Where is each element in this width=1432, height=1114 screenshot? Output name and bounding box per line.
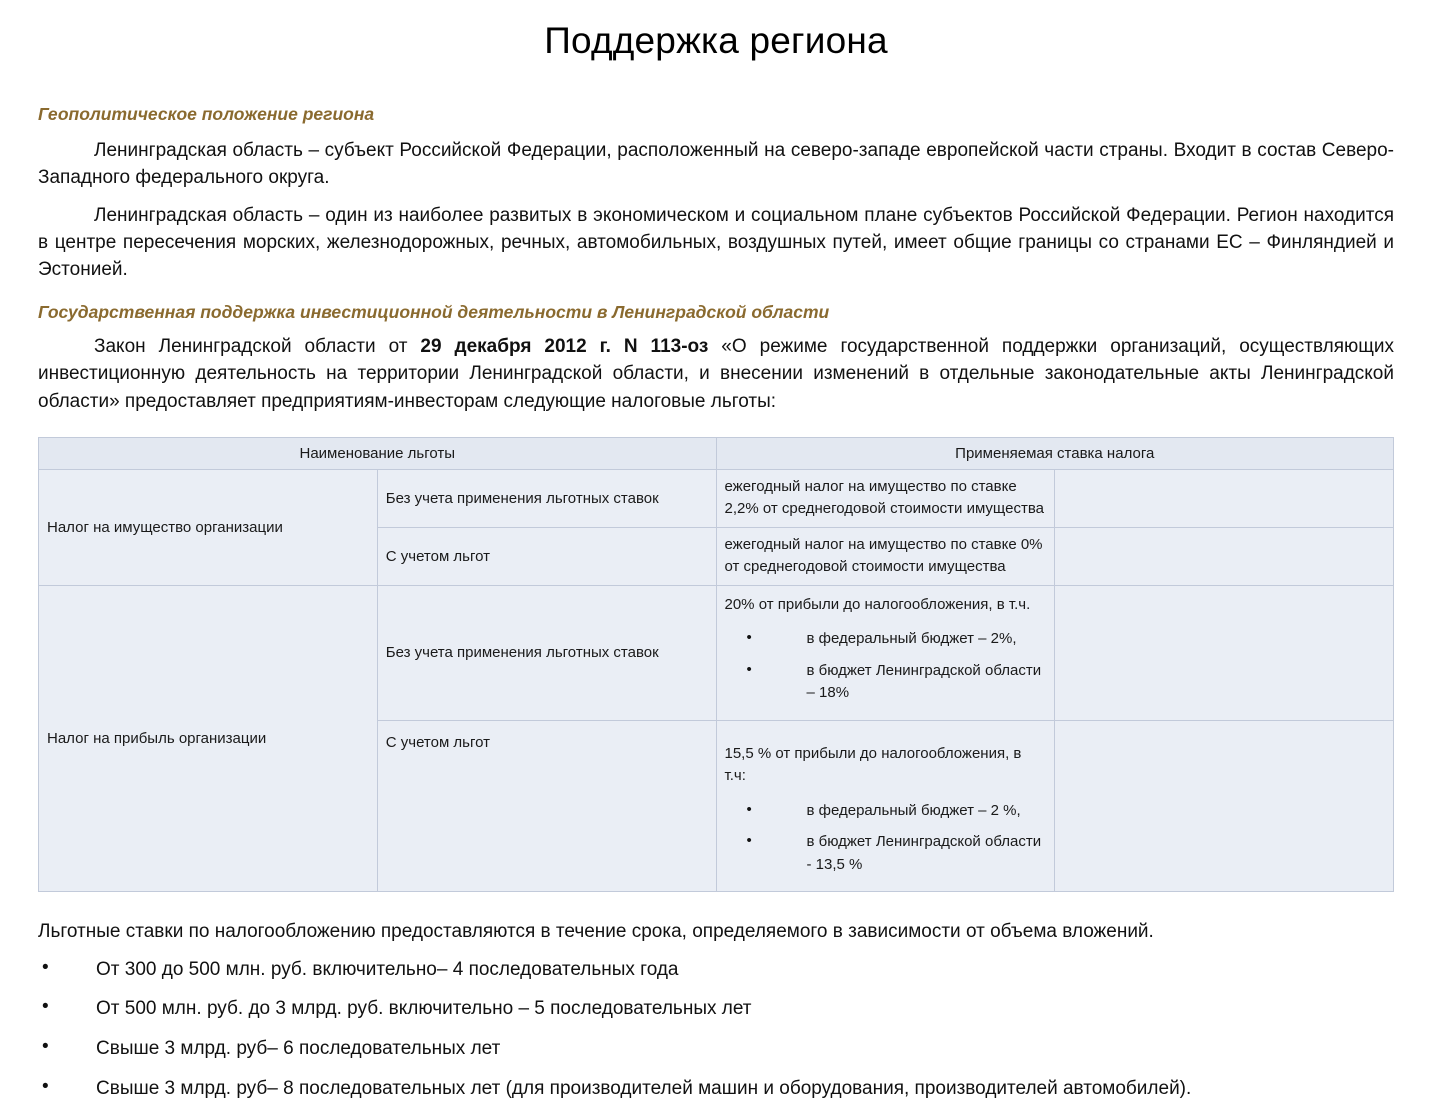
- row-spacer-cell: [1055, 469, 1394, 527]
- list-item: • Свыше 3 млрд. руб– 6 последовательных лет: [38, 1035, 1394, 1063]
- row-group-property-tax: Налог на имущество организации: [39, 469, 378, 585]
- list-item: • Свыше 3 млрд. руб– 8 последовательных лет (для производителей машин и оборудования, производителей автомобилей).: [38, 1075, 1394, 1103]
- profit-no-benefit-list: [725, 628, 1047, 705]
- tax-benefits-table: [38, 437, 1394, 893]
- section-heading-geopolitical: Геополитическое положение региона: [38, 104, 375, 124]
- row-spacer-cell: [1055, 720, 1394, 892]
- list-item: • в федеральный бюджет – 2 %,: [747, 800, 1047, 823]
- closing-paragraph: Льготные ставки по налогообложению предоставляются в течение срока, определяемого в зависимости от объема вложений.: [38, 921, 1154, 943]
- row-value-property-no-benefit: ежегодный налог на имущество по ставке 2,2% от среднегодовой стоимости имущества: [716, 469, 1055, 527]
- table-row: [39, 469, 1394, 527]
- list-item: • в федеральный бюджет – 2%,: [747, 628, 1047, 651]
- profit-with-benefit-lead: 15,5 % от прибыли до налогообложения, в т.ч:: [724, 744, 1022, 785]
- profit-with-benefit-list: [725, 800, 1047, 877]
- table-header-benefit-name: Наименование льготы: [39, 437, 717, 469]
- list-item: • в бюджет Ленинградской области - 13,5 %: [747, 831, 1047, 876]
- list-item: • От 500 млн. руб. до 3 млрд. руб. включительно – 5 последовательных лет: [38, 995, 1394, 1023]
- table-header-tax-rate: Применяемая ставка налога: [716, 437, 1394, 469]
- row-label-property-no-benefit: Без учета применения льготных ставок: [377, 469, 716, 527]
- row-group-profit-tax: Налог на прибыль организации: [39, 585, 378, 892]
- row-label-property-with-benefit: С учетом льгот: [377, 527, 716, 585]
- table-header-row: [39, 437, 1394, 469]
- paragraph-geopolitical-2: Ленинградская область – один из наиболее развитых в экономическом и социальном плане субъектов Российской Федерации. Регион находится в центре пересечения морских, железнодорожных, речных, автомобильных, воздушных путей, имеет общие границы со странами ЕС – Финляндией и Эстонией.: [38, 204, 1394, 281]
- slide-page: [0, 20, 1432, 1114]
- row-value-profit-no-benefit: [716, 585, 1055, 720]
- row-label-profit-with-benefit: С учетом льгот: [377, 720, 716, 892]
- section-heading-state-support: Государственная поддержка инвестиционной деятельности в Ленинградской области: [38, 301, 830, 322]
- law-text-before: Закон Ленинградской области от: [94, 335, 421, 357]
- row-label-profit-no-benefit: Без учета применения льготных ставок: [377, 585, 716, 720]
- list-item: • От 300 до 500 млн. руб. включительно– 4 последовательных года: [38, 956, 1394, 984]
- row-value-profit-with-benefit: [716, 720, 1055, 892]
- table-row: [39, 585, 1394, 720]
- paragraph-geopolitical-1: Ленинградская область – субъект Российской Федерации, расположенный на северо-западе европейской части страны. Входит в состав Северо-Западного федерального округа.: [38, 140, 1394, 189]
- row-spacer-cell: [1055, 585, 1394, 720]
- row-value-property-with-benefit: ежегодный налог на имущество по ставке 0% от среднегодовой стоимости имущества: [716, 527, 1055, 585]
- paragraph-law: [38, 333, 1394, 415]
- row-spacer-cell: [1055, 527, 1394, 585]
- law-text-after: «О режиме государственной поддержки организаций, осуществляющих инвестиционную деятельность на территории Ленинградской области, и внесении изменений в отдельные законодательные акты Ленинградской области» предоставляет предприятиям-инвесторам следующие налоговые льготы:: [38, 335, 1395, 412]
- profit-no-benefit-lead: 20% от прибыли до налогообложения, в т.ч.: [724, 595, 1031, 613]
- list-item: • в бюджет Ленинградской области – 18%: [747, 660, 1047, 705]
- investment-term-list: [38, 956, 1394, 1102]
- law-reference: 29 декабря 2012 г. N 113-оз: [420, 335, 709, 357]
- page-title: Поддержка региона: [544, 20, 888, 61]
